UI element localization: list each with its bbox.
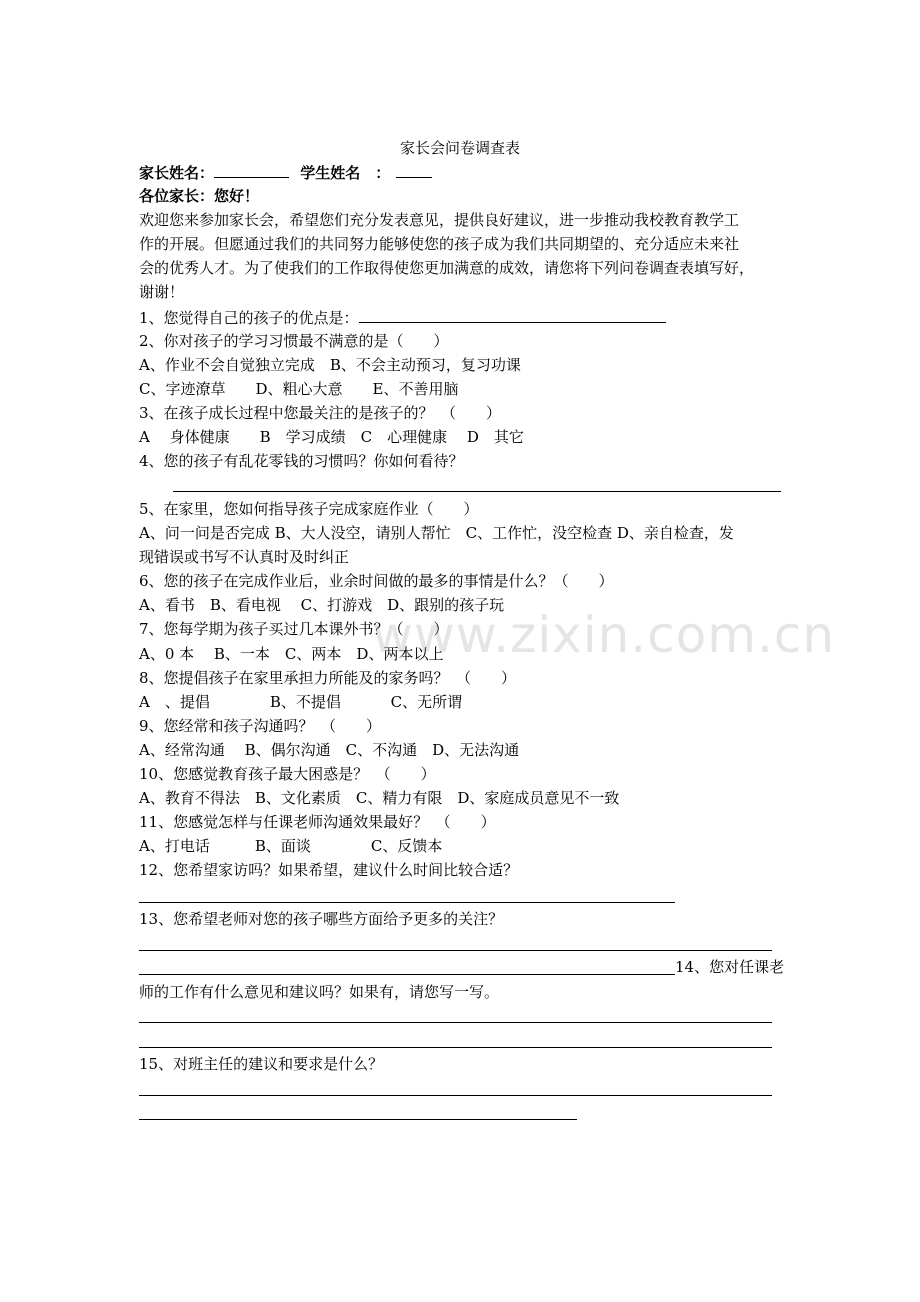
question-13-answer-line-2[interactable] — [139, 974, 675, 975]
question-4: 4、您的孩子有乱花零钱的习惯吗？你如何看待？ — [139, 452, 464, 470]
question-12-answer-line[interactable] — [139, 902, 675, 903]
question-13: 13、您希望老师对您的孩子哪些方面给予更多的关注？ — [139, 910, 504, 928]
intro-line-4: 谢谢！ — [139, 283, 185, 301]
intro-line-1: 欢迎您来参加家长会，希望您们充分发表意见，提供良好建议，进一步推动我校教育教学工 — [139, 211, 740, 229]
question-9: 9、您经常和孩子沟通吗？ （ ） — [139, 717, 382, 735]
question-2-options-b: C、字迹潦草 D、粗心大意 E、不善用脑 — [139, 380, 459, 398]
question-14-answer-line-2[interactable] — [139, 1047, 772, 1048]
question-15-answer-line-2[interactable] — [139, 1119, 577, 1120]
question-15: 15、对班主任的建议和要求是什么？ — [139, 1055, 384, 1073]
parent-name-label: 家长姓名： — [139, 164, 215, 182]
question-8: 8、您提倡孩子在家里承担力所能及的家务吗？ （ ） — [139, 669, 517, 687]
question-10-options: A、教育不得法 B、文化素质 C、精力有限 D、家庭成员意见不一致 — [139, 789, 620, 807]
question-15-answer-line-1[interactable] — [139, 1095, 772, 1096]
question-14-answer-line-1[interactable] — [139, 1022, 772, 1023]
question-1 — [139, 307, 666, 328]
question-12: 12、您希望家访吗？如果希望，建议什么时间比较合适？ — [139, 861, 519, 879]
question-4-answer-line[interactable] — [173, 491, 781, 492]
question-3: 3、在孩子成长过程中您最关注的是孩子的？ （ ） — [139, 404, 502, 422]
student-name-field[interactable] — [396, 162, 432, 178]
question-3-options: A 身体健康 B 学习成绩 C 心理健康 D 其它 — [139, 428, 524, 446]
question-7: 7、您每学期为孩子买过几本课外书？（ ） — [139, 620, 449, 638]
question-11-options: A、打电话 B、面谈 C、反馈本 — [139, 837, 443, 855]
question-5-options-b: 现错误或书写不认真时及时纠正 — [139, 548, 350, 566]
question-1-text: 1、您觉得自己的孩子的优点是： — [139, 309, 359, 327]
question-5: 5、在家里，您如何指导孩子完成家庭作业（ ） — [139, 500, 479, 518]
question-11: 11、您感觉怎样与任课老师沟通效果最好？ （ ） — [139, 813, 496, 831]
intro-line-2: 作的开展。但愿通过我们的共同努力能够使您的孩子成为我们共同期望的、充分适应未来社 — [139, 235, 740, 253]
student-name-label: 学生姓名 ： — [300, 164, 391, 182]
greeting: 各位家长：您好！ — [139, 187, 260, 205]
question-14-start: 14、您对任课老 — [675, 958, 785, 976]
question-13-answer-line-1[interactable] — [139, 950, 772, 951]
parent-name-field[interactable] — [214, 162, 289, 178]
name-line — [139, 162, 432, 183]
question-5-options-a: A、问一问是否完成 B、大人没空，请别人帮忙 C、工作忙，没空检查 D、亲自检查，发 — [139, 524, 734, 542]
page-title: 家长会问卷调查表 — [399, 139, 520, 157]
question-7-options: A、0 本 B、一本 C、两本 D、两本以上 — [139, 645, 444, 663]
question-1-answer-field[interactable] — [359, 307, 666, 323]
question-8-options: A 、提倡 B、不提倡 C、无所谓 — [139, 693, 463, 711]
question-10: 10、您感觉教育孩子最大困惑是？ （ ） — [139, 765, 436, 783]
question-2: 2、你对孩子的学习习惯最不满意的是（ ） — [139, 332, 449, 350]
intro-line-3: 会的优秀人才。为了使我们的工作取得使您更加满意的成效，请您将下列问卷调查表填写好， — [139, 259, 755, 277]
question-9-options: A、经常沟通 B、偶尔沟通 C、不沟通 D、无法沟通 — [139, 741, 520, 759]
question-14: 师的工作有什么意见和建议吗？如果有，请您写一写。 — [139, 983, 500, 1001]
question-2-options-a: A、作业不会自觉独立完成 B、不会主动预习，复习功课 — [139, 356, 521, 374]
watermark: www.zixin.com.cn — [372, 606, 836, 664]
question-6: 6、您的孩子在完成作业后，业余时间做的最多的事情是什么？（ ） — [139, 572, 614, 590]
question-6-options: A、看书 B、看电视 C、打游戏 D、跟别的孩子玩 — [139, 596, 505, 614]
